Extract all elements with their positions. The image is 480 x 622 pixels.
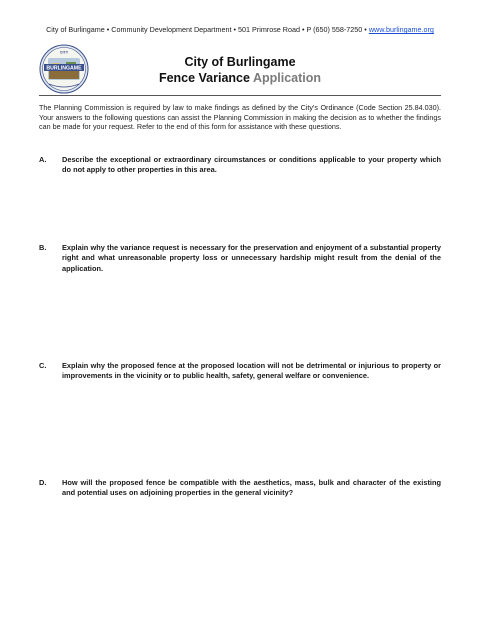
form-title bbox=[0, 54, 480, 86]
question-c bbox=[39, 361, 441, 382]
question-c-text: Explain why the proposed fence at the proposed location will not be detrimental or injurious to property or improvements in the vicinity or to public health, safety, general welfare or convenience. bbox=[62, 361, 441, 381]
question-a-text: Describe the exceptional or extraordinary circumstances or conditions applicable to your property which do not apply to other properties in this area. bbox=[62, 155, 441, 175]
title-form-name bbox=[0, 70, 480, 86]
title-accent: Application bbox=[252, 71, 322, 85]
question-b-text: Explain why the variance request is necessary for the preservation and enjoyment of a substantial property right and what unreasonable property loss or unnecessary hardship might result from the denial of the application. bbox=[62, 243, 441, 273]
question-d-letter: D. bbox=[39, 478, 47, 487]
question-a bbox=[39, 155, 441, 176]
title-main: Fence Variance bbox=[158, 71, 253, 85]
question-c-letter: C. bbox=[39, 361, 47, 370]
website-link[interactable]: www.burlingame.org bbox=[368, 25, 434, 34]
question-a-letter: A. bbox=[39, 155, 47, 164]
intro-paragraph: The Planning Commission is required by law to make findings as defined by the City's Ordinance (Code Section 25.84.030). Your answers to the following questions can assist the Planning Commission in making the decision as to whether the findings can be made for your request. Refer to the end of this form for assistance with these questions. bbox=[39, 103, 441, 132]
seal-name: BURLINGAME bbox=[46, 65, 82, 72]
header-divider bbox=[39, 95, 441, 96]
seal-top-text: CITY bbox=[59, 50, 69, 55]
question-b bbox=[39, 243, 441, 274]
question-b-letter: B. bbox=[39, 243, 47, 252]
question-d-text: How will the proposed fence be compatible with the aesthetics, mass, bulk and character of the existing and potential uses on adjoining properties in the general vicinity? bbox=[62, 478, 441, 498]
title-city: City of Burlingame bbox=[184, 55, 296, 69]
question-d bbox=[39, 478, 441, 499]
contact-info: City of Burlingame • Community Development Department • 501 Primrose Road • P (650) 558-7250 • bbox=[46, 25, 367, 34]
contact-header bbox=[0, 25, 480, 34]
